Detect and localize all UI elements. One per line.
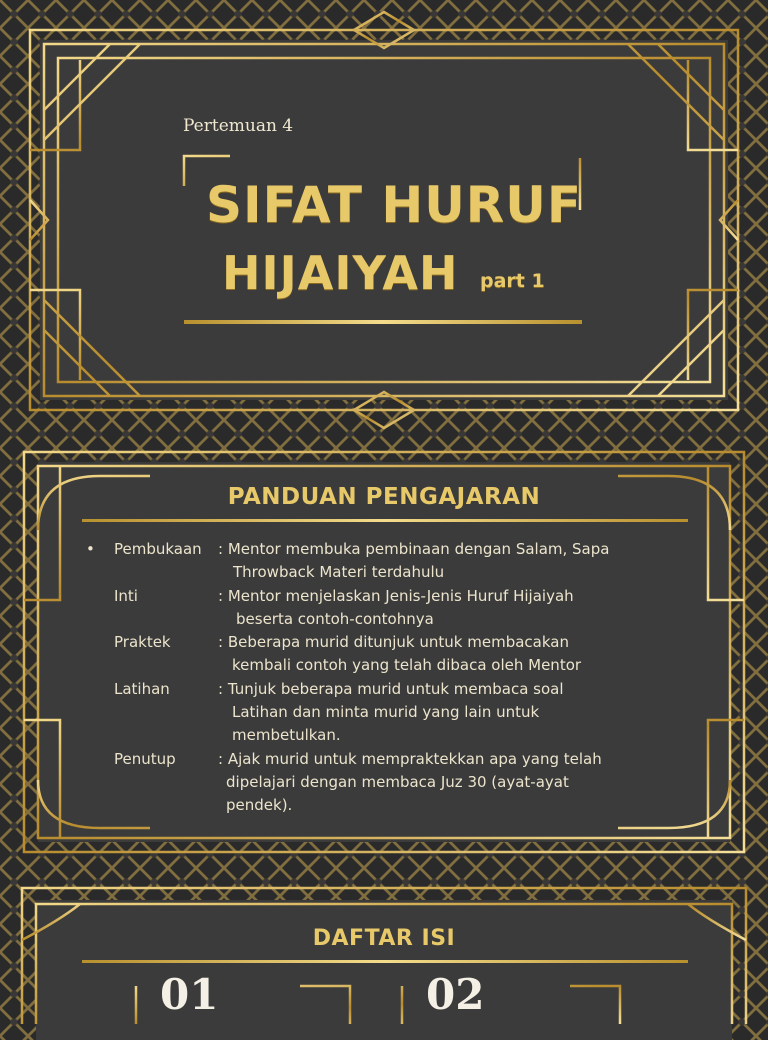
page-title-line1: SIFAT HURUF [206, 176, 583, 234]
guide-text: : Ajak murid untuk mempraktekkan apa yang telah [218, 749, 602, 768]
teaching-guide-list [86, 538, 686, 818]
contents-title-underline [82, 960, 688, 963]
list-item [86, 678, 686, 748]
contents-number-2[interactable]: 02 [426, 970, 485, 1019]
title-suffix: part 1 [480, 270, 545, 292]
list-item [86, 748, 686, 818]
guide-term: Praktek [114, 633, 171, 652]
guide-text-cont: Latihan dan minta murid yang lain untuk [232, 703, 540, 722]
guide-term: Penutup [114, 749, 176, 768]
guide-term: Inti [114, 586, 138, 605]
guide-text: : Beberapa murid ditunjuk untuk membacakan [218, 633, 569, 652]
guide-text-cont: kembali contoh yang telah dibaca oleh Mentor [232, 656, 582, 675]
guide-text: : Mentor membuka pembinaan dengan Salam, Sapa [218, 540, 610, 558]
contents-title: DAFTAR ISI [312, 926, 456, 951]
contents-number-1[interactable]: 01 [160, 970, 219, 1019]
guide-text-cont: dipelajari dengan membaca Juz 30 (ayat-ayat [226, 772, 569, 791]
guide-text-cont: pendek). [226, 796, 293, 815]
guide-title-underline [82, 519, 688, 522]
guide-title: PANDUAN PENGAJARAN [227, 484, 541, 510]
guide-text: : Tunjuk beberapa murid untuk membaca soal [218, 679, 564, 698]
contents-panel [36, 900, 732, 1040]
guide-term: Pembukaan [114, 540, 202, 558]
guide-text-cont: beserta contoh-contohnya [236, 609, 434, 628]
list-item [86, 631, 686, 678]
guide-text: : Mentor menjelaskan Jenis-Jenis Huruf Hijaiyah [218, 586, 574, 605]
guide-text-cont: Throwback Materi terdahulu [233, 563, 445, 582]
meeting-label: Pertemuan 4 [183, 116, 294, 136]
list-item [86, 585, 686, 632]
list-item [86, 538, 686, 585]
guide-term: Latihan [114, 679, 170, 698]
page-title-line2: HIJAIYAH [222, 246, 459, 300]
list-bullet: • [86, 540, 95, 558]
guide-text-cont: membetulkan. [232, 726, 341, 745]
title-underline [184, 320, 582, 324]
